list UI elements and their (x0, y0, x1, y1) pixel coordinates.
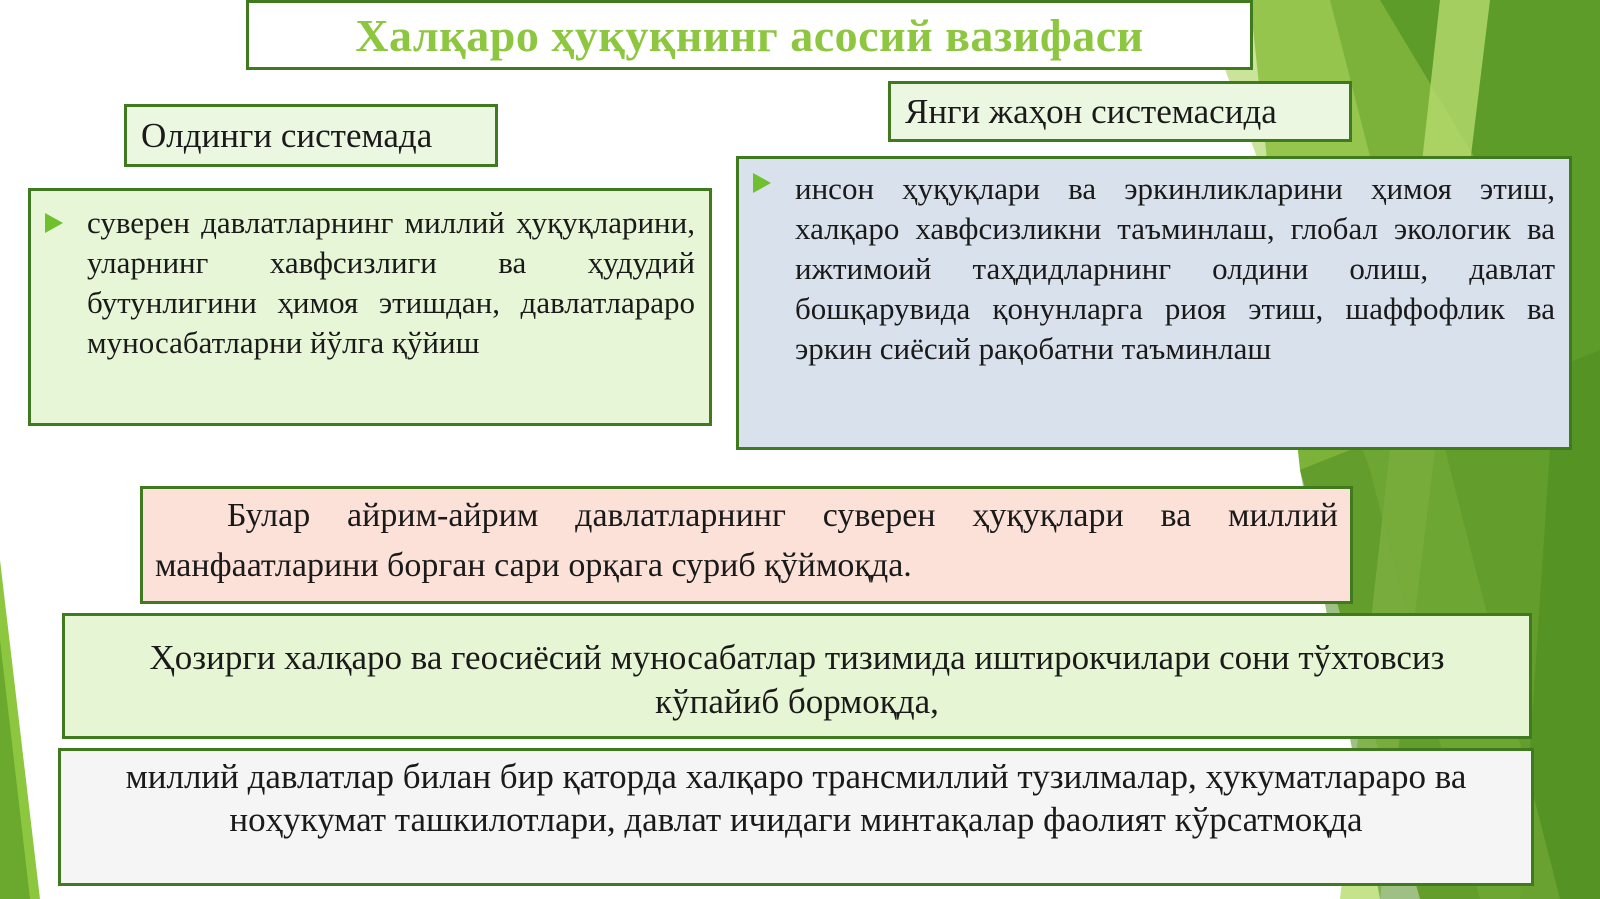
previous-system-label-box (124, 104, 498, 167)
slide-title: Халқаро ҳуқуқнинг асосий вазифаси (355, 9, 1144, 61)
actors-note (58, 748, 1534, 886)
sovereign-rights-text: Булар айрим-айрим давлатларнинг суверен ҳуқуқлари ва миллий манфаатларини борган сари орқага суриб қўймоқда. (155, 497, 1338, 584)
sovereign-rights-note (140, 486, 1353, 604)
bullet-arrow-icon (753, 173, 771, 193)
previous-system-text: суверен давлатларнинг миллий ҳуқуқларини, уларнинг хавфсизлиги ва ҳудудий бутунлигини ҳимоя этишдан, давлатлараро муносабатларни йўлга қўйиш (87, 205, 695, 360)
new-system-content (736, 156, 1572, 450)
participants-text: Ҳозирги халқаро ва геосиёсий муносабатлар тизимида иштирокчилари сони тўхтовсиз кўпайиб бормоқда, (149, 638, 1445, 721)
participants-note (62, 613, 1532, 739)
previous-system-label: Олдинги системада (141, 115, 433, 155)
new-system-text: инсон ҳуқуқлари ва эркинликларини ҳимоя этиш, халқаро хавфсизликни таъминлаш, глобал экологик ва ижтимоий таҳдидларнинг олдини олиш, давлат бошқарувида қонунларга риоя этиш, шаффофлик ва эркин сиёсий рақобатни таъминлаш (795, 171, 1555, 366)
title-box (246, 0, 1253, 70)
previous-system-content (28, 188, 712, 426)
bullet-arrow-icon (45, 213, 63, 233)
new-system-label: Янги жаҳон системасида (905, 91, 1277, 131)
new-system-label-box (888, 81, 1352, 142)
actors-text: миллий давлатлар билан бир қаторда халқаро трансмиллий тузилмалар, ҳукуматлараро ва ноҳукумат ташкилотлари, давлат ичидаги минтақалар фаолият кўрсатмоқда (125, 757, 1467, 839)
